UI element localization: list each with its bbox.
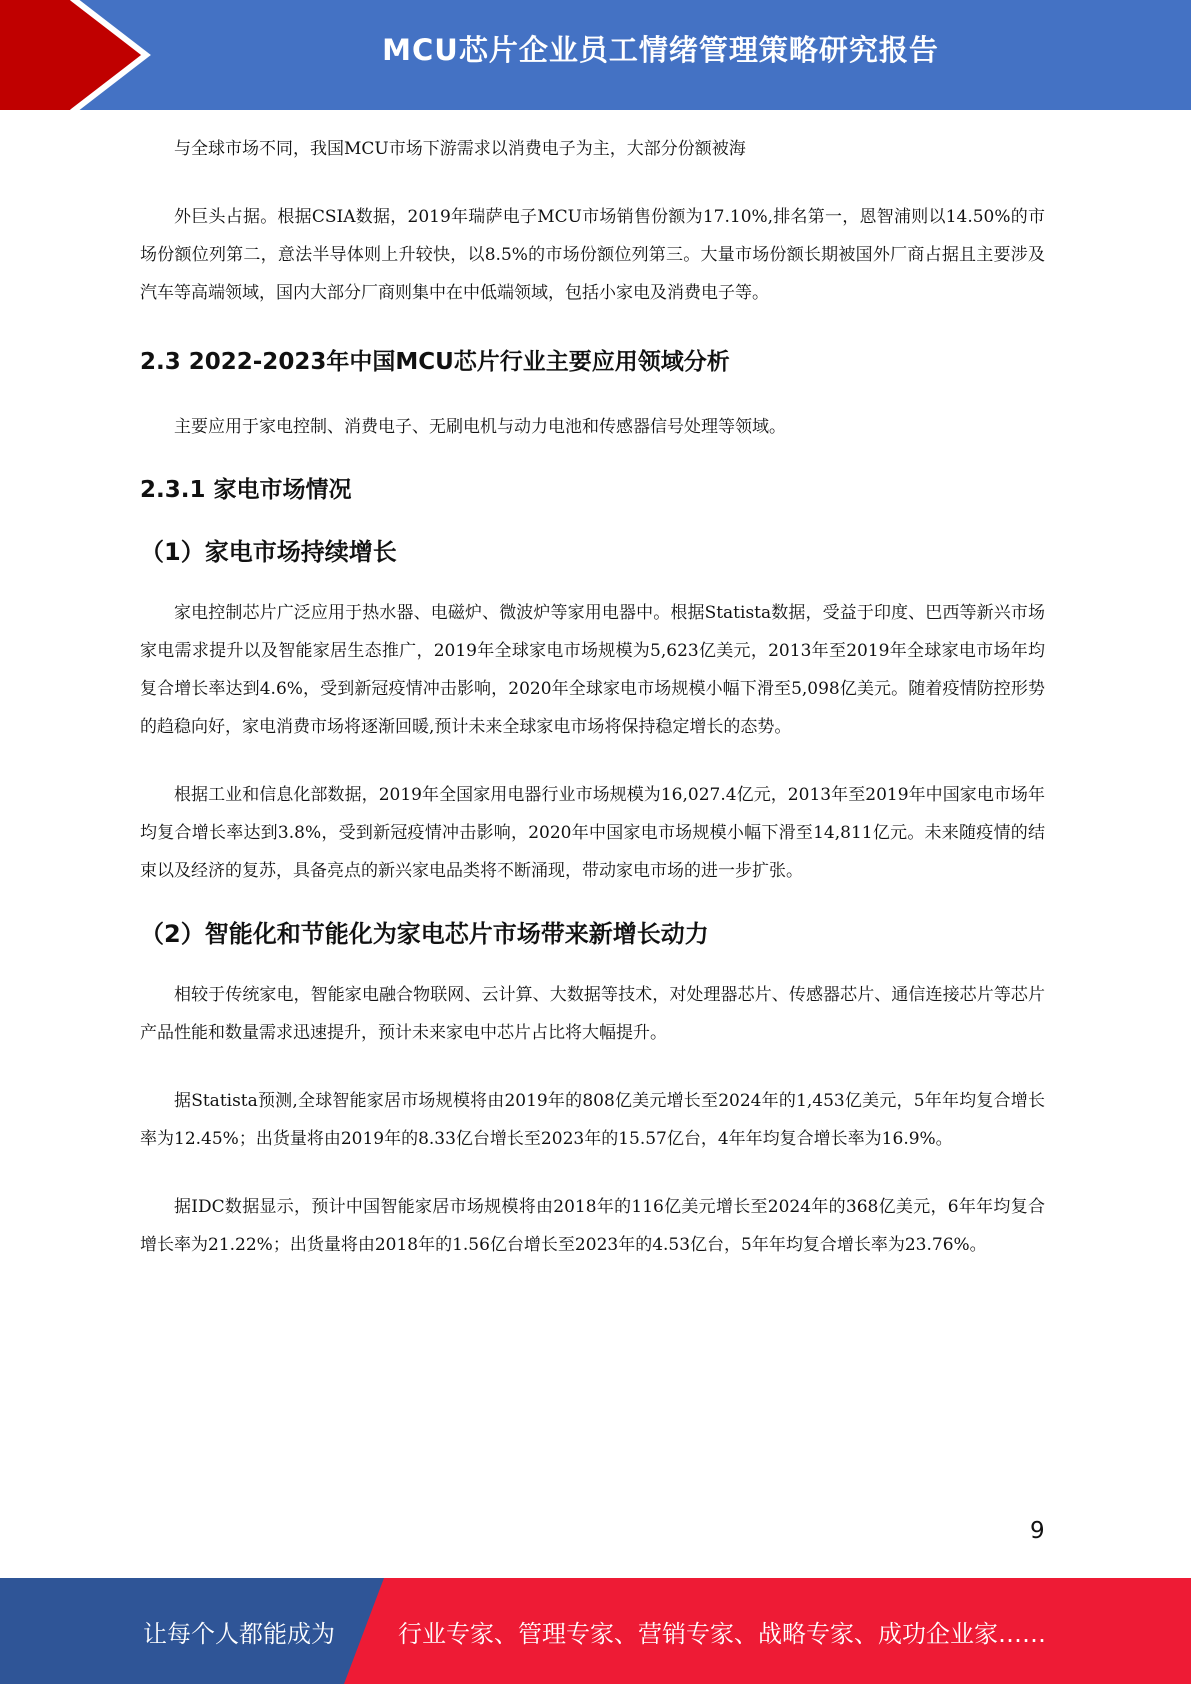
paragraph: 家电控制芯片广泛应用于热水器、电磁炉、微波炉等家用电器中。根据Statista数据，受益于印度、巴西等新兴市场家电需求提升以及智能家居生态推广，2019年全球家电市场规模为5,623亿美元，2013年至2019年全球家电市场年均复合增长率达到4.6%，受到新冠疫情冲击影响，2020年全球家电市场规模小幅下滑至5,098亿美元。随着疫情防控形势的趋稳向好，家电消费市场将逐渐回暖,预计未来全球家电市场将保持稳定增长的态势。 (140, 603, 1045, 737)
paragraph: 与全球市场不同，我国MCU市场下游需求以消费电子为主，大部分份额被海 (174, 139, 746, 159)
paragraph: 据Statista预测,全球智能家居市场规模将由2019年的808亿美元增长至2024年的1,453亿美元，5年年均复合增长率为12.45%；出货量将由2019年的8.33亿台增长至2023年的15.57亿台，4年年均复合增长率为16.9%。 (140, 1091, 1045, 1149)
page-header (0, 0, 1191, 110)
footer-slogan-right: 行业专家、管理专家、营销专家、战略专家、成功企业家…… (398, 1620, 1046, 1648)
subsection-heading: 2.3.1 家电市场情况 (140, 477, 352, 503)
document-body (140, 130, 1045, 1264)
paragraph: 据IDC数据显示，预计中国智能家居市场规模将由2018年的116亿美元增长至2024年的368亿美元，6年年均复合增长率为21.22%；出货量将由2018年的1.56亿台增长至2023年的4.53亿台，5年年均复合增长率为23.76%。 (140, 1197, 1045, 1255)
paragraph: 主要应用于家电控制、消费电子、无刷电机与动力电池和传感器信号处理等领域。 (174, 417, 786, 437)
paragraph: 相较于传统家电，智能家电融合物联网、云计算、大数据等技术，对处理器芯片、传感器芯片、通信连接芯片等芯片产品性能和数量需求迅速提升，预计未来家电中芯片占比将大幅提升。 (140, 985, 1045, 1043)
page-number: 9 (1030, 1518, 1045, 1544)
paragraph: 根据工业和信息化部数据，2019年全国家用电器行业市场规模为16,027.4亿元，2013年至2019年中国家电市场年均复合增长率达到3.8%，受到新冠疫情冲击影响，2020年中国家电市场规模小幅下滑至14,811亿元。未来随疫情的结束以及经济的复苏，具备亮点的新兴家电品类将不断涌现，带动家电市场的进一步扩张。 (140, 785, 1045, 881)
subheading: （1）家电市场持续增长 (140, 538, 397, 566)
header-title: MCU芯片企业员工情绪管理策略研究报告 (382, 33, 939, 67)
footer-slogan-left: 让每个人都能成为 (143, 1620, 335, 1648)
paragraph: 外巨头占据。根据CSIA数据，2019年瑞萨电子MCU市场销售份额为17.10%,排名第一，恩智浦则以14.50%的市场份额位列第二，意法半导体则上升较快，以8.5%的市场份额位列第三。大量市场份额长期被国外厂商占据且主要涉及汽车等高端领域，国内大部分厂商则集中在中低端领域，包括小家电及消费电子等。 (140, 207, 1045, 303)
subheading: （2）智能化和节能化为家电芯片市场带来新增长动力 (140, 920, 709, 948)
section-heading: 2.3 2022-2023年中国MCU芯片行业主要应用领域分析 (140, 349, 730, 375)
page-footer (0, 1578, 1191, 1684)
